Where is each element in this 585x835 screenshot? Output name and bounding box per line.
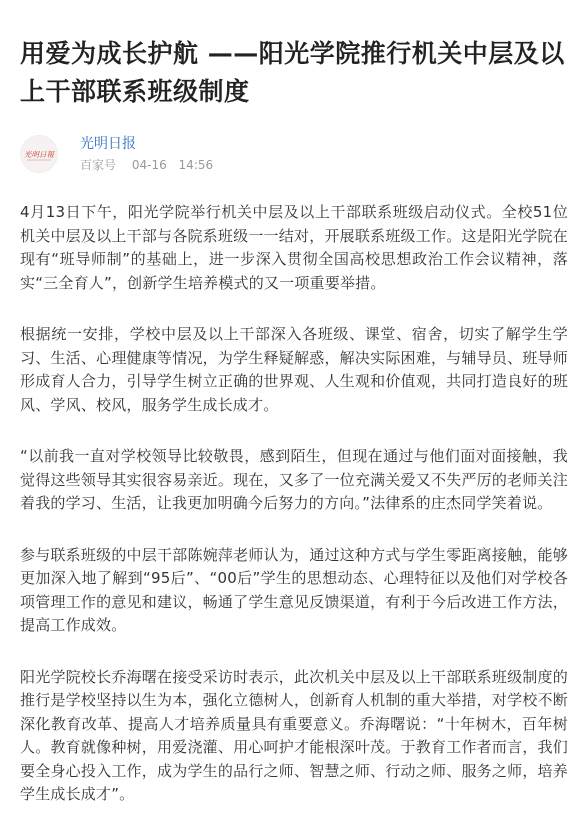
source-logo-text: 光明日報: [24, 150, 54, 159]
paragraph: 4月13日下午，阳光学院举行机关中层及以上干部联系班级启动仪式。全校51位机关中层及以上干部与各院系班级一一结对，开展联系班级工作。这是阳光学院在现有“班导师制”的基础上，进一步深入贯彻全国高校思想政治工作会议精神，落实“三全育人”，创新学生培养模式的又一项重要举措。: [20, 203, 568, 292]
source-info: [20, 133, 568, 173]
article: [20, 0, 568, 835]
source-author-link[interactable]: 光明日报: [80, 136, 136, 152]
paragraph: “以前我一直对学校领导比较敬畏，感到陌生，但现在通过与他们面对面接触，我觉得这些领导其实很容易亲近。现在，又多了一位充满关爱又不失严厉的老师关注着我的学习、生活，让我更加明确今后努力的方向。”法律系的庄杰同学笑着说。: [20, 447, 568, 512]
publish-time: 14:56: [178, 158, 214, 172]
source-logo[interactable]: [20, 135, 58, 173]
source-platform: 百家号: [80, 158, 117, 172]
publish-date: 04-16: [131, 158, 167, 172]
source-meta: [80, 157, 225, 173]
article-title: 用爱为成长护航 ——阳光学院推行机关中层及以上干部联系班级制度: [20, 39, 565, 106]
paragraph: 参与联系班级的中层干部陈婉萍老师认为，通过这种方式与学生零距离接触，能够更加深入地了解到“95后”、“00后”学生的思想动态、心理特征以及他们对学校各项管理工作的意见和建议，畅通了学生意见反馈渠道，有利于今后改进工作方法，提高工作成效。: [20, 545, 568, 634]
paragraph: 阳光学院校长乔海曙在接受采访时表示，此次机关中层及以上干部联系班级制度的推行是学校坚持以生为本，强化立德树人，创新育人机制的重大举措，对学校不断深化教育改革、提高人才培养质量具有重要意义。乔海曙说：“十年树木，百年树人。教育就像种树，用爱浇灌、用心呵护才能根深叶茂。于教育工作者而言，我们要全身心投入工作，成为学生的品行之师、智慧之师、行动之师、服务之师，培养学生成长成才”。: [20, 667, 568, 803]
paragraph: 根据统一安排，学校中层及以上干部深入各班级、课堂、宿舍，切实了解学生学习、生活、心理健康等情况，为学生释疑解惑，解决实际困难，与辅导员、班导师形成育人合力，引导学生树立正确的世界观、人生观和价值观，共同打造良好的班风、学风、校风，服务学生成长成才。: [20, 325, 568, 414]
article-body: [20, 201, 568, 807]
